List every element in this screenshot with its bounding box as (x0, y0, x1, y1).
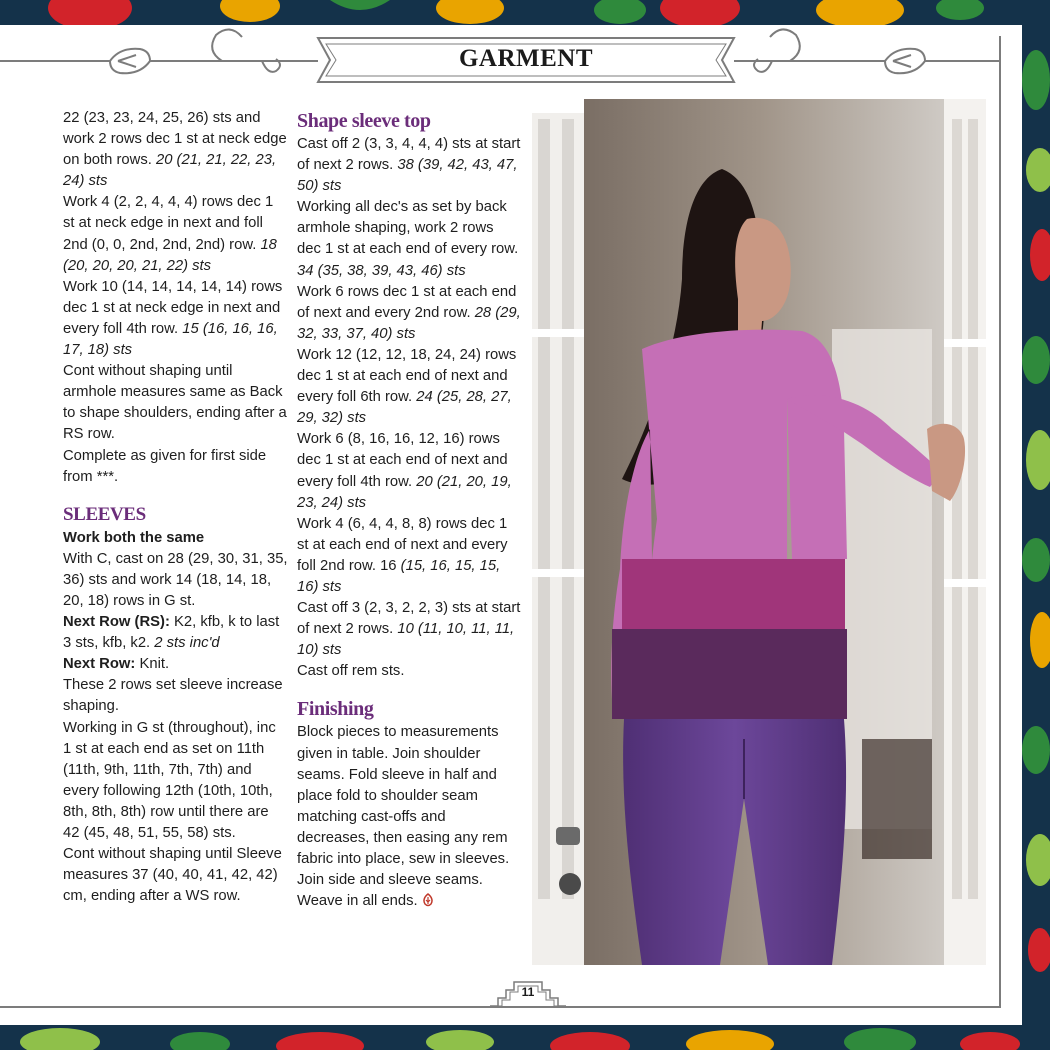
subheading: Work both the same (63, 529, 205, 546)
paragraph: With C, cast on 28 (29, 30, 31, 35, 36) sts and work 14 (18, 14, 18, 20, 18) rows in G st. (63, 550, 288, 609)
paragraph: 22 (23, 23, 24, 25, 26) sts and work 2 rows dec 1 st at neck edge on both rows. 20 (21, 21, 22, 23, 24) sts (63, 110, 287, 190)
paragraph: Block pieces to measurements given in table. Join shoulder seams. Fold sleeve in half and place fold to shoulder seam matching cast-offs and decreases, then easing any rem fabric into place, sew in sleeves. Join side and sleeve seams. Weave in all ends. (297, 724, 510, 910)
paragraph: Cont without shaping until armhole measures same as Back to shape shoulders, ending after a RS row. (63, 363, 287, 443)
paragraph: Work 4 (6, 4, 4, 8, 8) rows dec 1 st at each end of next and every foll 2nd row. 16 (15, 16, 15, 15, 16) sts (297, 515, 508, 595)
paragraph: Cont without shaping until Sleeve measures 37 (40, 40, 41, 42, 42) cm, ending after a WS row. (63, 846, 282, 905)
paragraph: Cast off 2 (3, 3, 4, 4, 4) sts at start of next 2 rows. 38 (39, 42, 43, 47, 50) sts (297, 136, 521, 195)
paragraph: Work 6 (8, 16, 16, 12, 16) rows dec 1 st at each end of next and every foll 4th row. 20 (21, 20, 19, 23, 24) sts (297, 431, 512, 511)
shape-sleeve-top-heading: Shape sleeve top (297, 110, 431, 132)
section-title: GARMENT (458, 45, 594, 72)
paragraph: Next Row: Knit. (63, 656, 170, 673)
end-of-pattern-icon (422, 893, 434, 907)
paragraph: Work 10 (14, 14, 14, 14, 14) rows dec 1 st at neck edge in next and every foll 4th row. 15 (16, 16, 16, 17, 18) sts (63, 278, 283, 359)
paragraph: Work 6 rows dec 1 st at each end of next and every 2nd row. 28 (29, 32, 33, 37, 40) sts (297, 283, 521, 342)
finishing-heading: Finishing (297, 698, 374, 721)
sleeves-heading: SLEEVES (63, 503, 146, 525)
page-number: 11 (521, 985, 535, 999)
text-column-2 (297, 108, 521, 912)
text-column-1 (63, 108, 288, 907)
paragraph: Cast off 3 (2, 3, 2, 2, 3) sts at start of next 2 rows. 10 (11, 10, 11, 11, 10) sts (297, 600, 521, 659)
paragraph: Work 4 (2, 2, 4, 4, 4) rows dec 1 st at neck edge in next and foll 2nd (0, 0, 2nd, 2nd, 2nd) row. 18 (20, 20, 20, 21, 22) sts (63, 194, 277, 274)
paragraph: Cast off rem sts. (297, 663, 405, 680)
paragraph: Complete as given for first side from ***. (63, 447, 267, 485)
paragraph: Working all dec's as set by back armhole shaping, work 2 rows dec 1 st at each end of every row. 34 (35, 38, 39, 43, 46) sts (297, 199, 519, 279)
paragraph: Working in G st (throughout), inc 1 st at each end as set on 11th (11th, 9th, 11th, 7th, 7th) and every following 12th (10th, 10th, 8th, 8th, 8th) row until there are 42 (45, 48, 51, 55, 58) sts. (63, 719, 276, 841)
model-photo (532, 99, 986, 965)
paragraph: These 2 rows set sleeve increase shaping. (63, 677, 283, 715)
paragraph: Next Row (RS): K2, kfb, k to last 3 sts, kfb, k2. 2 sts inc'd (63, 614, 280, 652)
paragraph: Work 12 (12, 12, 18, 24, 24) rows dec 1 st at each end of next and every foll 6th row. 24 (25, 28, 27, 29, 32) sts (297, 346, 517, 427)
